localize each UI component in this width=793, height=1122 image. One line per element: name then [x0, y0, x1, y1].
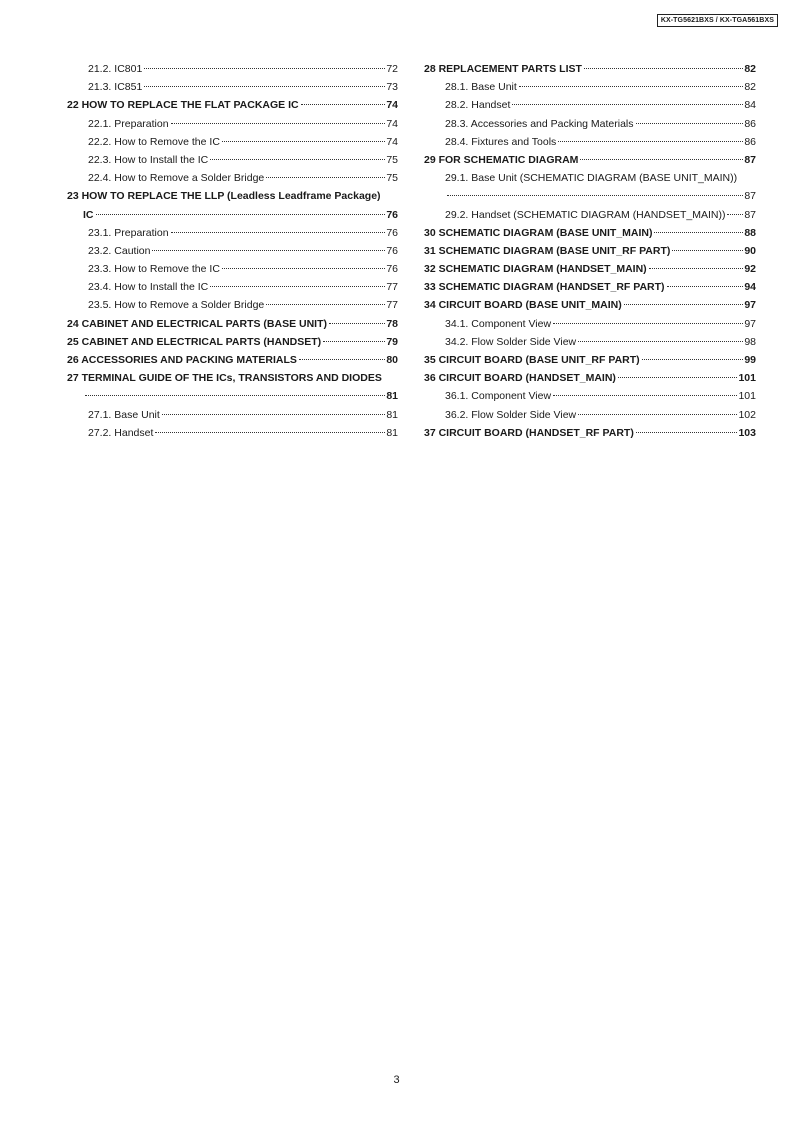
toc-entry-page: 76 [386, 226, 398, 239]
dot-leader [171, 123, 386, 124]
toc-entry-title: 27.1. Base Unit [88, 408, 160, 421]
toc-entry-36-circuit-board-handset-main[interactable] [424, 371, 756, 389]
dot-leader [519, 86, 744, 87]
toc-entry-title: 22.3. How to Install the IC [88, 153, 209, 166]
toc-entry-28-2-handset[interactable] [424, 98, 756, 116]
dot-leader [578, 414, 737, 415]
toc-right-column [424, 62, 756, 444]
toc-entry-page: 94 [744, 281, 756, 294]
dot-leader [636, 432, 738, 433]
toc-entry-title: 23.2. Caution [88, 244, 151, 257]
toc-entry-28-replacement-parts-list[interactable] [424, 62, 756, 80]
toc-entry-title: 36 CIRCUIT BOARD (HANDSET_MAIN) [424, 372, 616, 385]
dot-leader [512, 104, 743, 105]
toc-entry-35-circuit-board-base-unit-rf-part[interactable] [424, 353, 756, 371]
dot-leader [727, 214, 743, 215]
toc-entry-title: 29.1. Base Unit (SCHEMATIC DIAGRAM (BASE UNIT_MAIN)) [445, 172, 738, 185]
dot-leader [210, 286, 385, 287]
toc-entry-28-4-fixtures-and-tools[interactable] [424, 135, 756, 153]
toc-entry-31-schematic-diagram-base-unit-rf-part[interactable] [424, 244, 756, 262]
toc-entry-title: 37 CIRCUIT BOARD (HANDSET_RF PART) [424, 426, 634, 439]
toc-entry-page: 90 [744, 244, 756, 257]
toc-entry-page: 73 [386, 81, 398, 94]
toc-entry-title: 21.2. IC801 [88, 63, 143, 75]
dot-leader [96, 214, 386, 215]
toc-entry-21-2-ic801[interactable] [67, 62, 398, 80]
toc-entry-title: 28.2. Handset [445, 99, 511, 112]
page-number: 3 [393, 1074, 400, 1086]
toc-entry-title: 36.2. Flow Solder Side View [445, 408, 577, 421]
dot-leader [266, 177, 385, 178]
toc-entry-21-3-ic851[interactable] [67, 80, 398, 98]
toc-entry-23-2-caution[interactable] [67, 244, 398, 262]
dot-leader [266, 304, 385, 305]
dot-leader [171, 232, 386, 233]
dot-leader [649, 268, 744, 269]
toc-entry-27-terminal-guide-of-the-ics-transistors[interactable] [67, 371, 398, 389]
toc-entry-title: 22.1. Preparation [88, 117, 169, 130]
dot-leader [624, 304, 744, 305]
toc-entry-title: 23.4. How to Install the IC [88, 281, 209, 294]
toc-entry-title: 34.2. Flow Solder Side View [445, 335, 577, 348]
toc-entry-title: 28 REPLACEMENT PARTS LIST [424, 63, 582, 75]
dot-leader [329, 323, 385, 324]
toc-entry-title: 36.1. Component View [445, 390, 552, 403]
toc-entry-page: 99 [744, 354, 756, 366]
toc-entry-page: 76 [386, 263, 398, 276]
dot-leader [584, 68, 743, 69]
toc-entry-page: 86 [744, 135, 756, 148]
toc-entry-page: 76 [386, 208, 398, 221]
toc-entry-title: 30 SCHEMATIC DIAGRAM (BASE UNIT_MAIN) [424, 226, 653, 239]
toc-entry-page: 75 [386, 153, 398, 166]
dot-leader [654, 232, 743, 233]
toc-entry-title: 23.1. Preparation [88, 226, 169, 239]
toc-entry-title: 23 HOW TO REPLACE THE LLP (Leadless Leadframe Package) [67, 190, 381, 203]
toc-entry-title: 27.2. Handset [88, 426, 154, 439]
toc-entry-29-for-schematic-diagram[interactable] [424, 153, 756, 171]
dot-leader [642, 359, 744, 360]
toc-entry-page: 88 [744, 226, 756, 239]
dot-leader [162, 414, 386, 415]
toc-entry-title: 34.1. Component View [445, 317, 552, 330]
toc-entry-page: 74 [386, 135, 398, 148]
toc-entry-page: 77 [386, 281, 398, 294]
toc-entry-page: 74 [386, 99, 398, 112]
dot-leader [222, 141, 385, 142]
dot-leader [636, 123, 744, 124]
dot-leader [447, 195, 743, 196]
toc-entry-continuation[interactable] [67, 389, 398, 407]
toc-entry-page: 102 [738, 408, 756, 421]
toc-entry-title: 32 SCHEMATIC DIAGRAM (HANDSET_MAIN) [424, 263, 647, 276]
toc-entry-page: 103 [738, 426, 756, 439]
toc-entry-title: 22.4. How to Remove a Solder Bridge [88, 172, 265, 185]
toc-entry-36-1-component-view[interactable] [424, 389, 756, 407]
toc-entry-title: 33 SCHEMATIC DIAGRAM (HANDSET_RF PART) [424, 281, 665, 294]
dot-leader [144, 86, 385, 87]
toc-entry-28-1-base-unit[interactable] [424, 80, 756, 98]
toc-entry-23-5-how-to-remove-a-solder-bridge[interactable] [67, 298, 398, 316]
toc-entry-30-schematic-diagram-base-unit-main[interactable] [424, 226, 756, 244]
toc-entry-title: 23.5. How to Remove a Solder Bridge [88, 299, 265, 312]
toc-entry-title: 28.1. Base Unit [445, 81, 517, 94]
dot-leader [667, 286, 744, 287]
toc-entry-page: 80 [386, 354, 398, 366]
toc-entry-25-cabinet-and-electrical-parts-handset[interactable] [67, 335, 398, 353]
dot-leader [155, 432, 385, 433]
toc-entry-28-3-accessories-and-packing-materials[interactable] [424, 117, 756, 135]
toc-entry-29-1-base-unit-schematic-diagram-base-un[interactable] [424, 171, 756, 189]
toc-entry-37-circuit-board-handset-rf-part[interactable] [424, 426, 756, 444]
toc-entry-title: 29 FOR SCHEMATIC DIAGRAM [424, 153, 579, 166]
dot-leader [580, 159, 743, 160]
toc-entry-title: IC [83, 208, 94, 221]
toc-entry-32-schematic-diagram-handset-main[interactable] [424, 262, 756, 280]
toc-entry-page: 87 [744, 153, 756, 166]
toc-entry-title: 31 SCHEMATIC DIAGRAM (BASE UNIT_RF PART) [424, 244, 671, 257]
toc-entry-page: 76 [386, 244, 398, 257]
dot-leader [553, 395, 737, 396]
toc-entry-23-4-how-to-install-the-ic[interactable] [67, 280, 398, 298]
toc-entry-page: 92 [744, 263, 756, 276]
toc-entry-29-2-handset-schematic-diagram-handset-m[interactable] [424, 208, 756, 226]
dot-leader [672, 250, 743, 251]
toc-entry-page: 101 [738, 390, 756, 403]
toc-entry-22-how-to-replace-the-flat-package-ic[interactable] [67, 98, 398, 116]
toc-entry-34-2-flow-solder-side-view[interactable] [424, 335, 756, 353]
dot-leader [299, 359, 385, 360]
dot-leader [222, 268, 385, 269]
toc-entry-page: 82 [744, 63, 756, 75]
toc-entry-23-3-how-to-remove-the-ic[interactable] [67, 262, 398, 280]
toc-entry-title: 29.2. Handset (SCHEMATIC DIAGRAM (HANDSET_MAIN)) [445, 208, 726, 221]
toc-entry-title: 24 CABINET AND ELECTRICAL PARTS (BASE UNIT) [67, 317, 327, 330]
dot-leader [85, 395, 385, 396]
toc-entry-22-3-how-to-install-the-ic[interactable] [67, 153, 398, 171]
toc-entry-title: 25 CABINET AND ELECTRICAL PARTS (HANDSET) [67, 335, 322, 348]
toc-entry-title: 21.3. IC851 [88, 81, 143, 94]
toc-entry-page: 75 [386, 172, 398, 185]
toc-entry-title: 23.3. How to Remove the IC [88, 263, 220, 276]
toc-entry-22-2-how-to-remove-the-ic[interactable] [67, 135, 398, 153]
toc-entry-title: 28.4. Fixtures and Tools [445, 135, 557, 148]
toc-entry-page: 97 [744, 317, 756, 330]
toc-entry-title: 27 TERMINAL GUIDE OF THE ICs, TRANSISTORS AND DIODES [67, 372, 382, 385]
toc-entry-page: 87 [744, 208, 756, 221]
toc-entry-page: 77 [386, 299, 398, 312]
dot-leader [618, 377, 738, 378]
toc-entry-page: 81 [386, 390, 398, 403]
toc-entry-page: 97 [744, 299, 756, 312]
toc-entry-22-4-how-to-remove-a-solder-bridge[interactable] [67, 171, 398, 189]
toc-entry-page: 82 [744, 81, 756, 94]
toc-entry-36-2-flow-solder-side-view[interactable] [424, 408, 756, 426]
toc-entry-34-1-component-view[interactable] [424, 317, 756, 335]
toc-entry-page: 86 [744, 117, 756, 130]
toc-entry-page: 81 [386, 426, 398, 439]
dot-leader [323, 341, 385, 342]
dot-leader [301, 104, 386, 105]
toc-entry-title: 26 ACCESSORIES AND PACKING MATERIALS [67, 354, 297, 366]
dot-leader [578, 341, 743, 342]
toc-entry-title: 22 HOW TO REPLACE THE FLAT PACKAGE IC [67, 99, 299, 112]
toc-entry-page: 72 [386, 63, 398, 75]
toc-entry-27-2-handset[interactable] [67, 426, 398, 444]
toc-entry-title: 35 CIRCUIT BOARD (BASE UNIT_RF PART) [424, 354, 640, 366]
toc-entry-continuation[interactable] [424, 189, 756, 207]
toc-entry-page: 101 [738, 372, 756, 385]
toc-entry-23-how-to-replace-the-llp-leadless-leadf[interactable] [67, 189, 398, 207]
dot-leader [553, 323, 743, 324]
toc-entry-page: 78 [386, 317, 398, 330]
toc-entry-23-1-preparation[interactable] [67, 226, 398, 244]
dot-leader [210, 159, 385, 160]
toc-entry-page: 84 [744, 99, 756, 112]
toc-entry-title: 22.2. How to Remove the IC [88, 135, 220, 148]
toc-entry-title: 34 CIRCUIT BOARD (BASE UNIT_MAIN) [424, 299, 622, 312]
dot-leader [144, 68, 385, 69]
toc-entry-27-1-base-unit[interactable] [67, 408, 398, 426]
toc-entry-ic[interactable] [67, 208, 398, 226]
toc-entry-page: 74 [386, 117, 398, 130]
toc-entry-26-accessories-and-packing-materials[interactable] [67, 353, 398, 371]
toc-entry-33-schematic-diagram-handset-rf-part[interactable] [424, 280, 756, 298]
toc-entry-page: 98 [744, 335, 756, 348]
toc-entry-22-1-preparation[interactable] [67, 117, 398, 135]
toc-entry-24-cabinet-and-electrical-parts-base-uni[interactable] [67, 317, 398, 335]
toc-entry-page: 79 [386, 335, 398, 348]
toc-entry-page: 87 [744, 190, 756, 203]
toc-entry-34-circuit-board-base-unit-main[interactable] [424, 298, 756, 316]
toc-entry-page: 81 [386, 408, 398, 421]
dot-leader [558, 141, 743, 142]
model-number-box: KX-TG5621BXS / KX-TGA561BXS [657, 14, 778, 27]
dot-leader [152, 250, 385, 251]
toc-left-column [67, 62, 398, 444]
toc-entry-title: 28.3. Accessories and Packing Materials [445, 117, 634, 130]
